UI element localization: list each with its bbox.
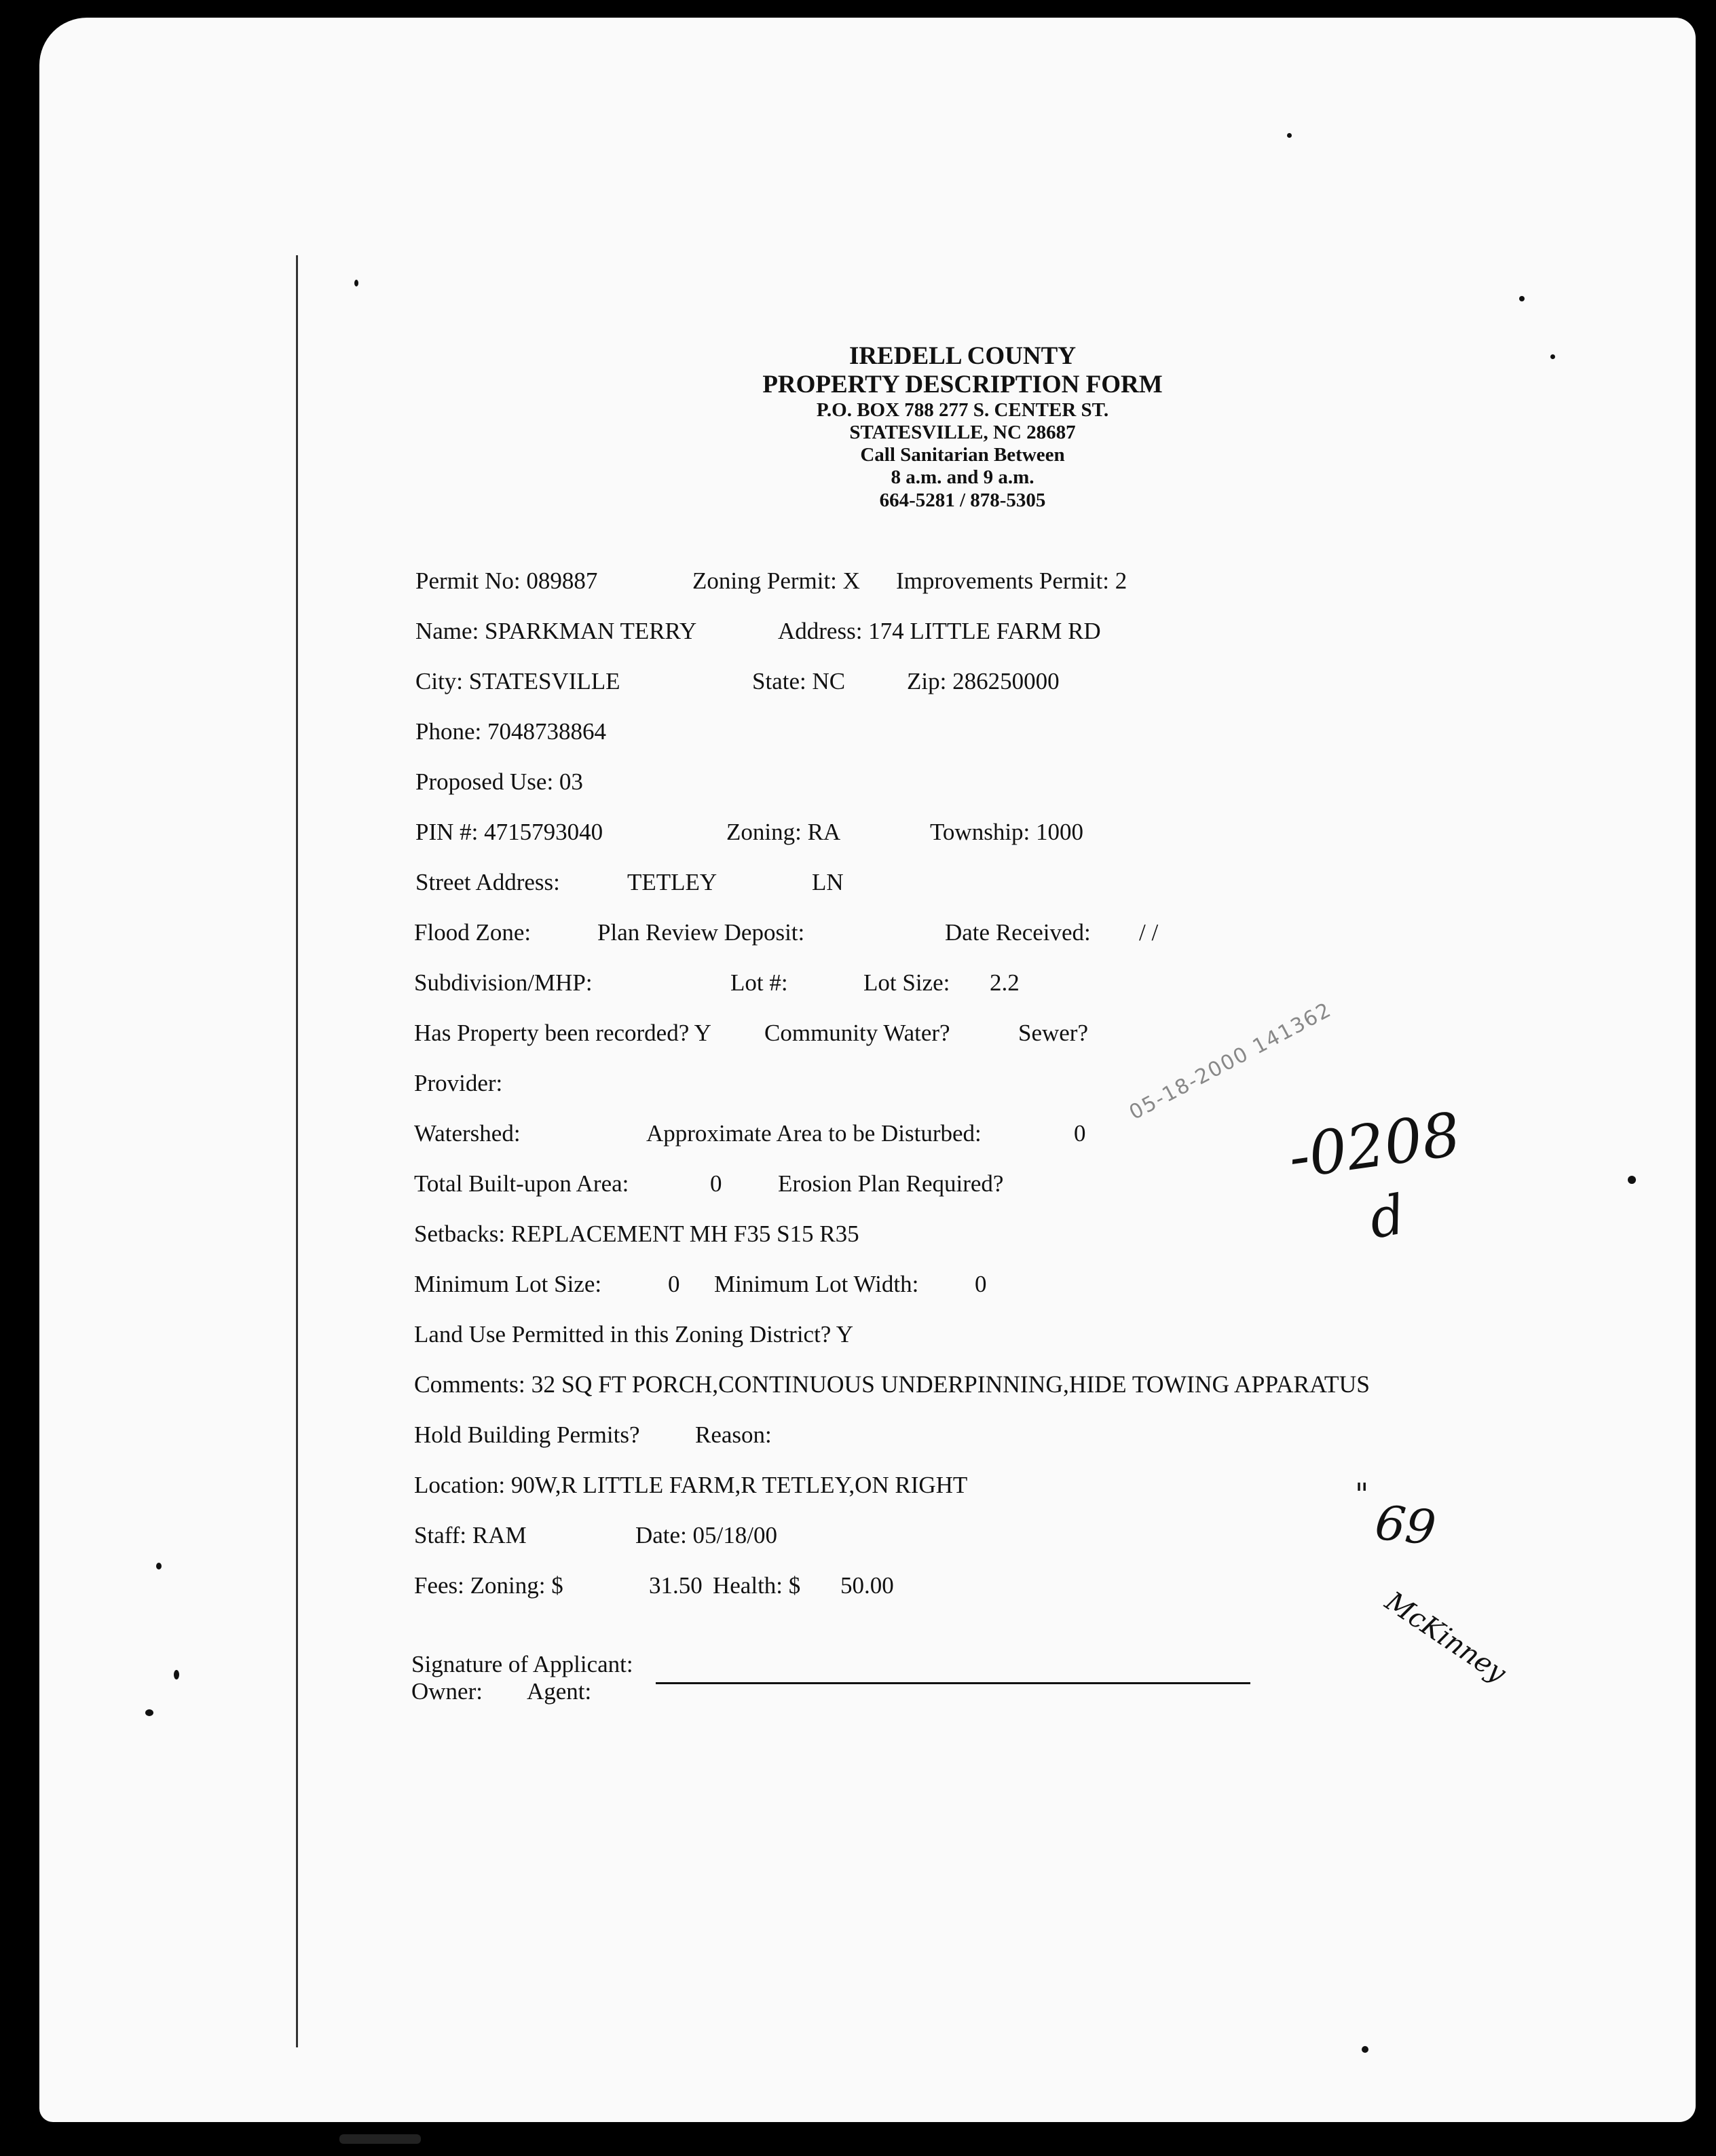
city-state-line: STATESVILLE, NC 28687 <box>849 422 1076 444</box>
min-lot-size-value: 0 <box>668 1271 680 1297</box>
handwritten-number: 69 <box>1372 1494 1439 1557</box>
scan-speck <box>1362 2046 1368 2053</box>
applicant-name: Name: SPARKMAN TERRY <box>415 618 697 644</box>
scan-speck <box>1519 296 1525 301</box>
area-disturbed-label: Approximate Area to be Disturbed: <box>646 1120 982 1147</box>
zoning-permit: Zoning Permit: X <box>692 568 860 594</box>
scan-speck <box>174 1670 179 1679</box>
scan-speck <box>156 1563 162 1569</box>
comments: Comments: 32 SQ FT PORCH,CONTINUOUS UNDERPINNING,HIDE TOWING APPARATUS <box>414 1371 1370 1398</box>
built-upon-label: Total Built-upon Area: <box>414 1170 629 1197</box>
min-lot-size-label: Minimum Lot Size: <box>414 1271 602 1297</box>
setbacks: Setbacks: REPLACEMENT MH F35 S15 R35 <box>414 1221 859 1247</box>
scan-speck <box>1628 1176 1636 1184</box>
scan-speck <box>354 280 358 286</box>
sewer: Sewer? <box>1018 1020 1089 1046</box>
form-title: PROPERTY DESCRIPTION FORM <box>762 371 1163 399</box>
scan-speck <box>145 1709 153 1716</box>
plan-review-deposit: Plan Review Deposit: <box>597 919 805 946</box>
form-date: Date: 05/18/00 <box>635 1522 777 1548</box>
erosion-plan: Erosion Plan Required? <box>778 1170 1004 1197</box>
land-use-permitted: Land Use Permitted in this Zoning District? Y <box>414 1321 854 1348</box>
lot-size-value: 2.2 <box>990 969 1020 996</box>
location: Location: 90W,R LITTLE FARM,R TETLEY,ON RIGHT <box>414 1472 968 1498</box>
call-line: Call Sanitarian Between <box>860 444 1065 466</box>
signature-label: Signature of Applicant: <box>411 1651 633 1677</box>
scan-speck <box>1550 354 1555 359</box>
handwritten-initial: d <box>1364 1183 1410 1251</box>
pin-number: PIN #: 4715793040 <box>415 819 603 845</box>
community-water: Community Water? <box>764 1020 950 1046</box>
proposed-use: Proposed Use: 03 <box>415 768 583 795</box>
area-disturbed-value: 0 <box>1074 1120 1086 1147</box>
po-box-line: P.O. BOX 788 277 S. CENTER ST. <box>816 399 1109 422</box>
township: Township: 1000 <box>930 819 1084 845</box>
phones-line: 664-5281 / 878-5305 <box>879 489 1046 511</box>
street-name: TETLEY <box>627 869 717 895</box>
fees-health-label: Health: $ <box>713 1572 801 1599</box>
fees-zoning-value: 31.50 <box>649 1572 703 1599</box>
handwritten-quote-mark: " <box>1355 1477 1369 1512</box>
county-title: IREDELL COUNTY <box>848 342 1077 370</box>
hold-building-permits: Hold Building Permits? <box>414 1421 640 1448</box>
improvements-permit: Improvements Permit: 2 <box>896 568 1127 594</box>
lot-number: Lot #: <box>730 969 788 996</box>
min-lot-width-label: Minimum Lot Width: <box>714 1271 919 1297</box>
subdivision-mhp: Subdivision/MHP: <box>414 969 593 996</box>
applicant-address: Address: 174 LITTLE FARM RD <box>778 618 1101 644</box>
phone: Phone: 7048738864 <box>415 718 606 745</box>
min-lot-width-value: 0 <box>975 1271 987 1297</box>
owner-label: Owner: <box>411 1678 483 1705</box>
watershed: Watershed: <box>414 1120 521 1147</box>
scan-artifact <box>339 2134 421 2144</box>
city: City: STATESVILLE <box>415 668 620 694</box>
zip: Zip: 286250000 <box>907 668 1060 694</box>
lot-size-label: Lot Size: <box>863 969 950 996</box>
flood-zone: Flood Zone: <box>414 919 531 946</box>
reason: Reason: <box>695 1421 772 1448</box>
permit-no: Permit No: 089887 <box>415 568 598 594</box>
hours-line: 8 a.m. and 9 a.m. <box>891 466 1034 489</box>
fees-zoning-label: Fees: Zoning: $ <box>414 1572 563 1599</box>
provider: Provider: <box>414 1070 503 1096</box>
date-received-value: / / <box>1139 919 1159 946</box>
fees-health-value: 50.00 <box>840 1572 894 1599</box>
staff: Staff: RAM <box>414 1522 527 1548</box>
scanned-form-page <box>39 18 1696 2122</box>
scan-margin-line <box>296 255 298 2047</box>
form-header <box>705 342 1220 512</box>
scan-speck <box>1287 133 1292 138</box>
date-received: Date Received: <box>945 919 1091 946</box>
street-address-label: Street Address: <box>415 869 560 895</box>
agent-label: Agent: <box>527 1678 592 1705</box>
built-upon-value: 0 <box>710 1170 722 1197</box>
zoning: Zoning: RA <box>726 819 841 845</box>
state: State: NC <box>752 668 846 694</box>
handwritten-signature: McKinney <box>1379 1586 1512 1690</box>
handwritten-code: -0208 <box>1284 1098 1465 1193</box>
signature-line <box>656 1682 1250 1684</box>
street-suffix: LN <box>812 869 844 895</box>
received-stamp: 05-18-2000 141362 <box>1125 997 1336 1125</box>
property-recorded: Has Property been recorded? Y <box>414 1020 711 1046</box>
